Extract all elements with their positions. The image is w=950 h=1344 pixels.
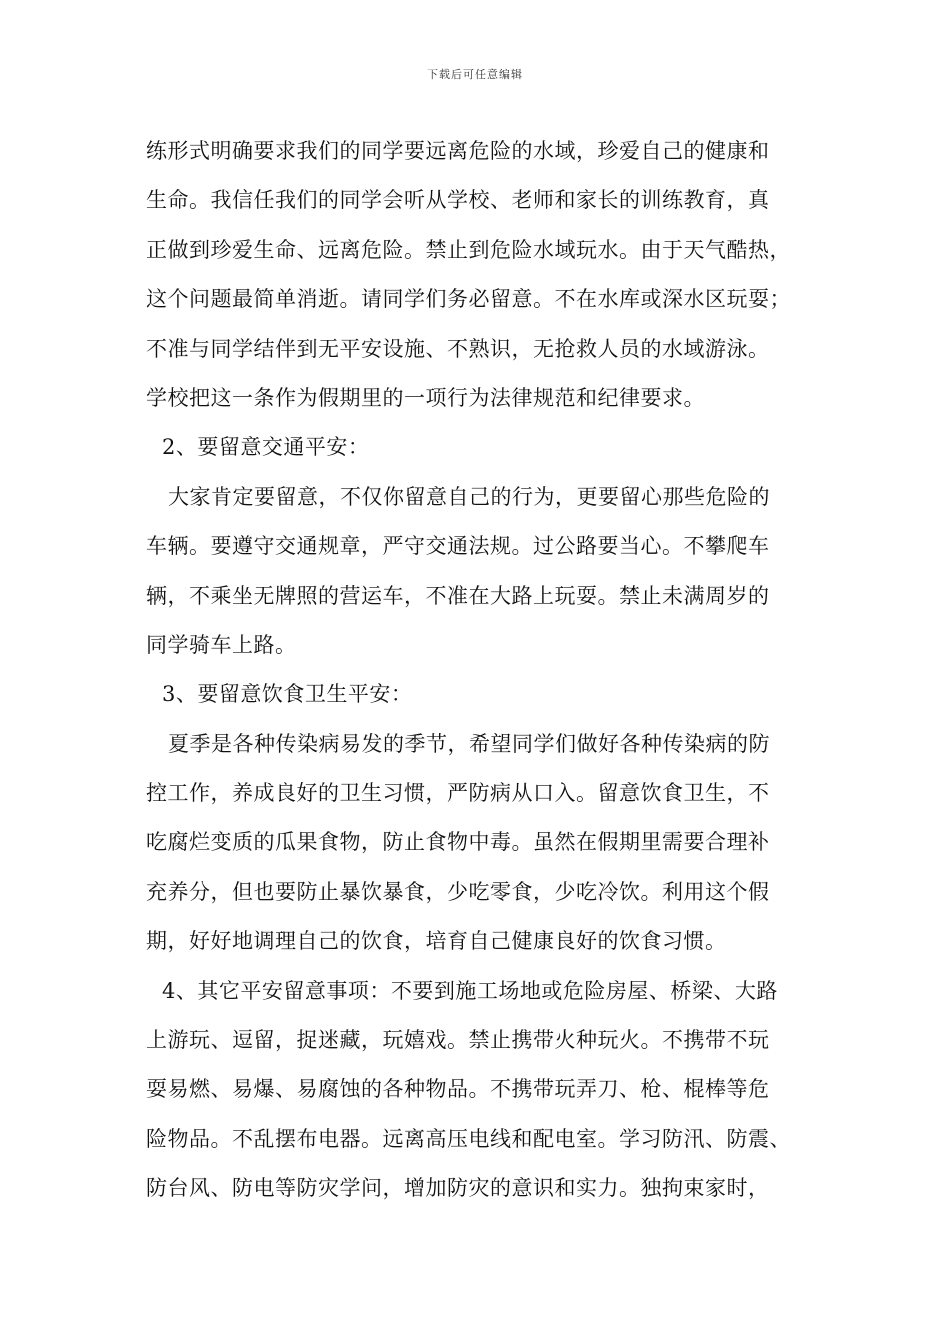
text-line: 耍易燃、易爆、易腐蚀的各种物品。不携带玩弄刀、枪、棍棒等危	[146, 1077, 770, 1102]
section-heading: 4、其它平安留意事项：不要到施工场地或危险房屋、桥梁、大路	[162, 978, 778, 1003]
text-line: 学校把这一条作为假期里的一项行为法律规范和纪律要求。	[146, 385, 705, 410]
text-line: 控工作，养成良好的卫生习惯，严防病从口入。留意饮食卫生，不	[146, 781, 770, 806]
text-line: 正做到珍爱生命、远离危险。禁止到危险水域玩水。由于天气酷热，	[146, 237, 791, 262]
text-line: 辆，不乘坐无牌照的营运车，不准在大路上玩耍。禁止未满周岁的	[146, 583, 770, 608]
text-line: 不准与同学结伴到无平安设施、不熟识，无抢救人员的水域游泳。	[146, 336, 770, 361]
text-line: 车辆。要遵守交通规章，严守交通法规。过公路要当心。不攀爬车	[146, 534, 770, 559]
text-line: 期，好好地调理自己的饮食，培育自己健康良好的饮食习惯。	[146, 929, 727, 954]
text-line: 同学骑车上路。	[146, 632, 297, 657]
text-line: 练形式明确要求我们的同学要远离危险的水域，珍爱自己的健康和	[146, 139, 770, 163]
text-line: 险物品。不乱摆布电器。远离高压电线和配电室。学习防汛、防震、	[146, 1126, 791, 1151]
text-line: 吃腐烂变质的瓜果食物，防止食物中毒。虽然在假期里需要合理补	[146, 830, 770, 855]
text-line: 充养分，但也要防止暴饮暴食，少吃零食，少吃冷饮。利用这个假	[146, 879, 770, 904]
text-line: 这个问题最简单消逝。请同学们务必留意。不在水库或深水区玩耍；	[146, 287, 791, 312]
page-header: 下载后可任意编辑	[427, 68, 523, 81]
section-heading: 3、要留意饮食卫生平安：	[162, 682, 413, 707]
document-body	[146, 127, 826, 1214]
text-line: 防台风、防电等防灾学问，增加防灾的意识和实力。独拘束家时，	[146, 1176, 770, 1201]
text-line: 夏季是各种传染病易发的季节，希望同学们做好各种传染病的防	[168, 731, 770, 756]
section-heading: 2、要留意交通平安：	[162, 435, 370, 460]
text-line: 大家肯定要留意，不仅你留意自己的行为，更要留心那些危险的	[168, 484, 770, 509]
text-line: 上游玩、逗留，捉迷藏，玩嬉戏。禁止携带火种玩火。不携带不玩	[146, 1028, 770, 1053]
text-line: 生命。我信任我们的同学会听从学校、老师和家长的训练教育，真	[146, 188, 770, 213]
